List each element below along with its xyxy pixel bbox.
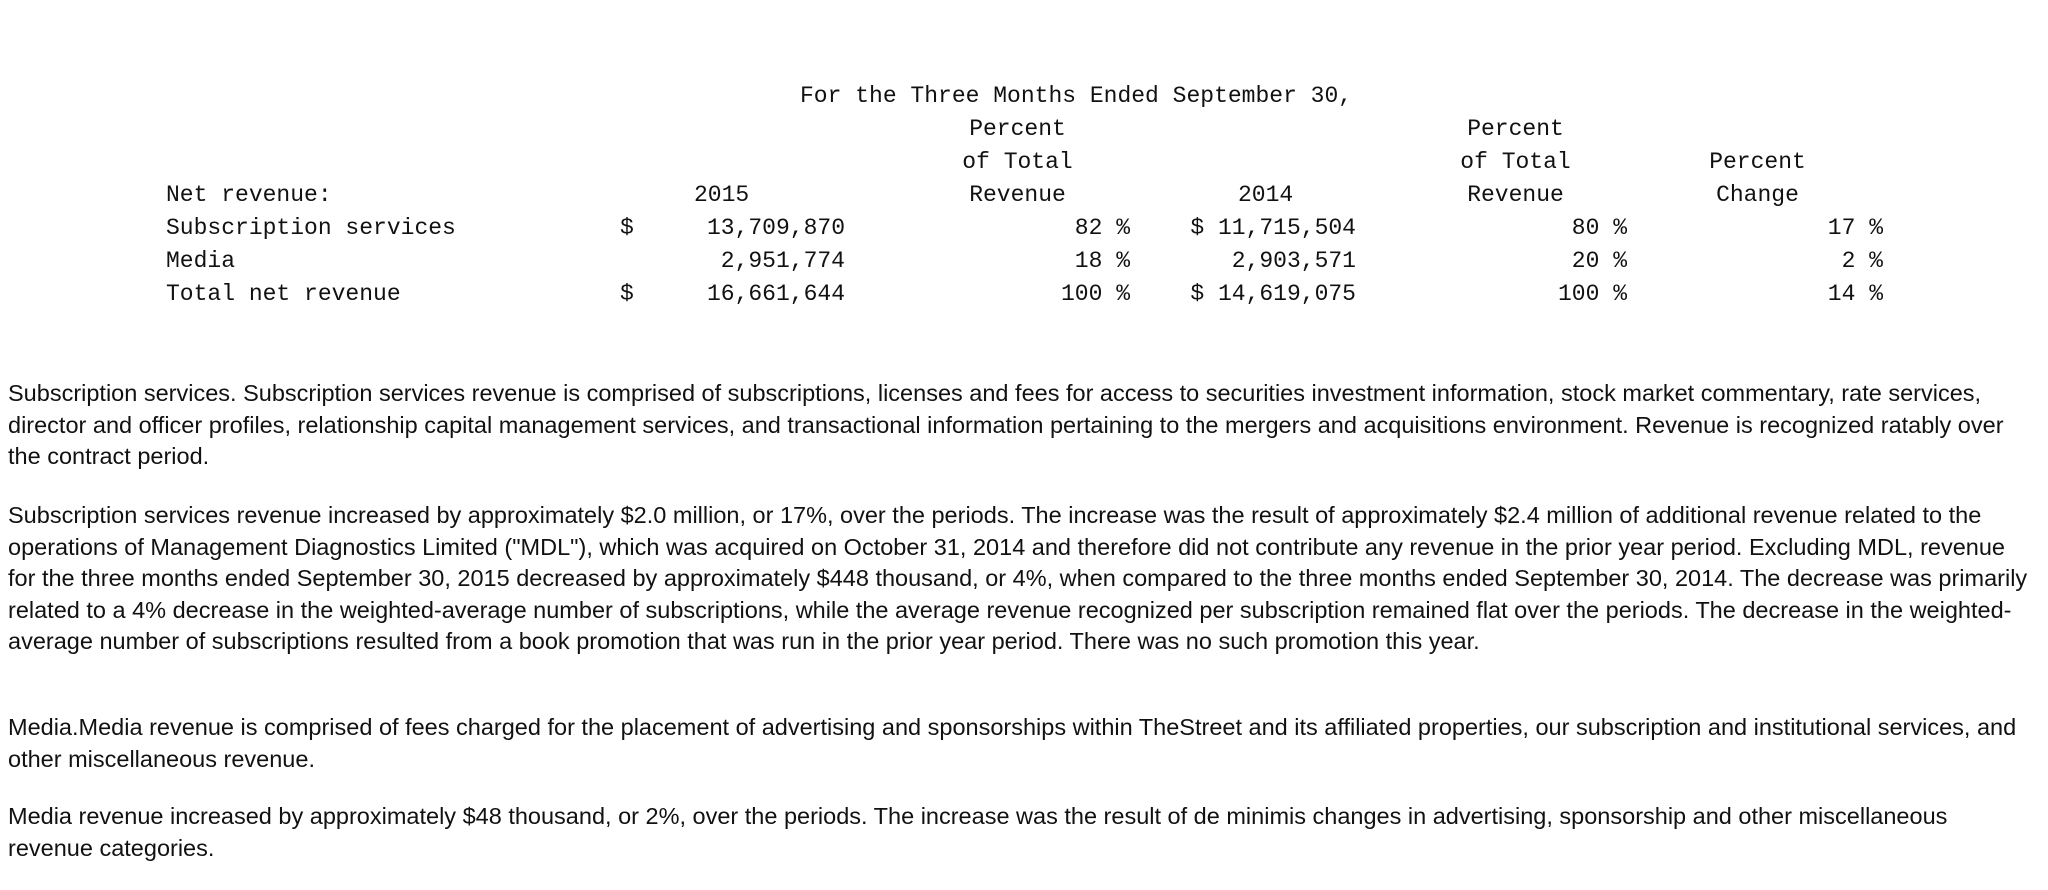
paragraph-subscription-description: Subscription services. Subscription services revenue is comprised of subscriptions, licenses and fees for access to securities investment information, stock market commentary, rate services, director and officer profiles, relationship capital management services, and transactional information pertaining to the mergers and acquisitions environment. Revenue is recognized ratably over the contract period. xyxy=(8,380,2004,469)
pct-2014: 100 % xyxy=(1557,281,1627,307)
pct-2015-header-line1: Percent xyxy=(969,116,1066,142)
paragraph-subscription-analysis: Subscription services revenue increased by approximately $2.0 million, or 17%, over the periods. The increase was the result of approximately $2.4 million of additional revenue related to the operations of Management Diagnostics Limited ("MDL"), which was acquired on October 31, 2014 and therefore did not contribute any revenue in the prior year period. Excluding MDL, revenue for the three months ended September 30, 2015 decreased by approximately $448 thousand, or 4%, when compared to the three months ended September 30, 2014. The decrease was primarily related to a 4% decrease in the weighted-average number of subscriptions, while the average revenue recognized per subscription remained flat over the periods. The decrease in the weighted-average number of subscriptions resulted from a book promotion that was run in the prior year period. There was no such promotion this year. xyxy=(8,502,2028,654)
value-2015: 2,951,774 xyxy=(720,248,845,274)
value-2015: 16,661,644 xyxy=(706,281,845,307)
row-label: Media xyxy=(166,248,236,274)
currency-symbol: $ xyxy=(620,215,634,241)
year-2014-header: 2014 xyxy=(1238,182,1294,208)
pct-2015: 18 % xyxy=(1074,248,1130,274)
pct-2014-header-line2: of Total xyxy=(1460,149,1571,175)
year-2015-header: 2015 xyxy=(694,182,750,208)
pct-2014-header-line1: Percent xyxy=(1467,116,1564,142)
value-2014: $ 11,715,504 xyxy=(1190,215,1356,241)
pct-2014-header-line3: Revenue xyxy=(1467,182,1564,208)
change-header-line2: Change xyxy=(1716,182,1799,208)
pct-2015: 82 % xyxy=(1074,215,1130,241)
row-label: Total net revenue xyxy=(166,281,401,307)
row-label: Subscription services xyxy=(166,215,456,241)
currency-symbol: $ xyxy=(620,281,634,307)
pct-change: 14 % xyxy=(1827,281,1883,307)
pct-2015-header-line3: Revenue xyxy=(969,182,1066,208)
change-header-line1: Percent xyxy=(1709,149,1806,175)
value-2014: $ 14,619,075 xyxy=(1190,281,1356,307)
pct-change: 17 % xyxy=(1827,215,1883,241)
value-2014: 2,903,571 xyxy=(1231,248,1356,274)
pct-2015-header-line2: of Total xyxy=(962,149,1073,175)
pct-change: 2 % xyxy=(1841,248,1883,274)
net-revenue-label: Net revenue: xyxy=(166,182,332,208)
paragraph-media-description: Media.Media revenue is comprised of fees charged for the placement of advertising and sponsorships within TheStreet and its affiliated properties, our subscription and institutional services, and other miscellaneous revenue. xyxy=(8,714,2017,772)
period-header: For the Three Months Ended September 30, xyxy=(800,83,1353,109)
pct-2014: 80 % xyxy=(1571,215,1627,241)
paragraph-media-analysis: Media revenue increased by approximately $48 thousand, or 2%, over the periods. The increase was the result of de minimis changes in advertising, sponsorship and other miscellaneous revenue categories. xyxy=(8,803,1948,861)
pct-2015: 100 % xyxy=(1060,281,1130,307)
pct-2014: 20 % xyxy=(1571,248,1627,274)
value-2015: 13,709,870 xyxy=(706,215,845,241)
